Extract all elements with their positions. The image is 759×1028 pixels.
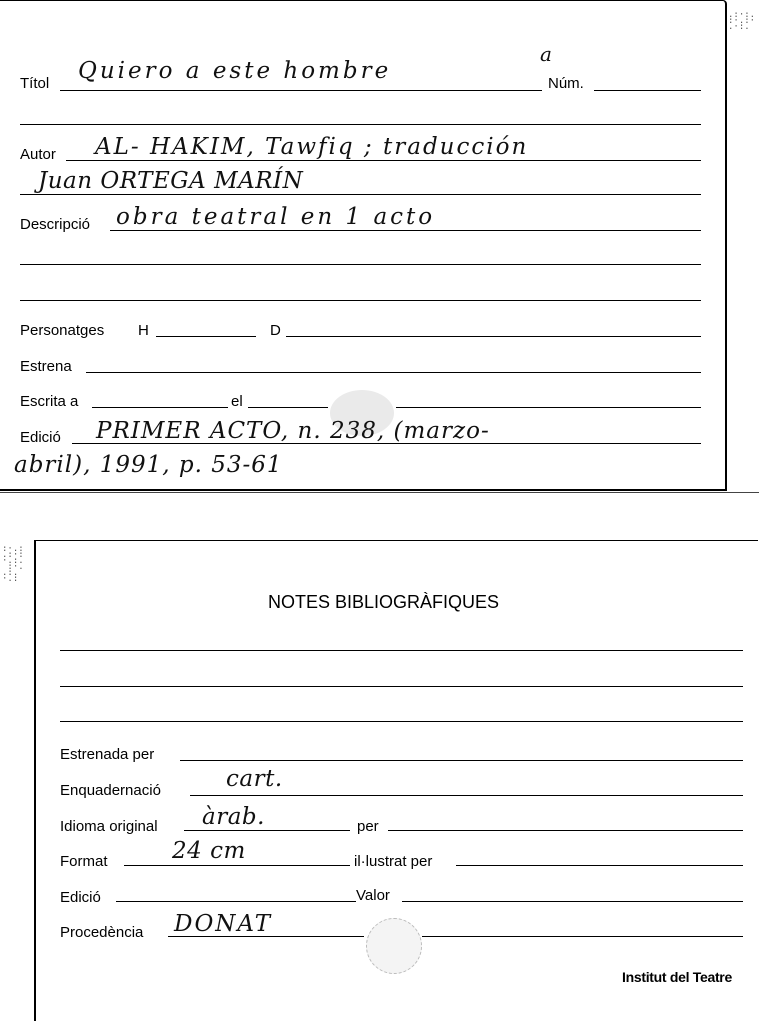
label-procedencia: Procedència: [60, 924, 144, 941]
rule-format: [124, 865, 350, 866]
rule-descripcio: [110, 230, 701, 231]
rule-num: [594, 90, 701, 91]
rule-descripcio-2: [20, 264, 701, 265]
label-personatges: Personatges: [20, 322, 105, 339]
label-estrena: Estrena: [20, 358, 72, 375]
paper-speckle-left: :·.: .:·: ·.:. :·. .:. ·.:: [2, 544, 24, 584]
scan-divider: [0, 492, 759, 493]
rule-per: [388, 830, 743, 831]
rule-estrenada-per: [180, 760, 743, 761]
label-estrenada-per: Estrenada per: [60, 746, 155, 763]
label-per: per: [357, 818, 379, 835]
rule-titol: [60, 90, 542, 91]
handwritten-descripcio: obra teatral en 1 acto: [116, 204, 436, 230]
handwritten-format: 24 cm: [172, 838, 246, 864]
rule-autor-2: [20, 194, 701, 195]
card-hole: [366, 918, 422, 974]
label-edicio: Edició: [20, 429, 61, 446]
label-el: el: [231, 393, 243, 410]
rule-edicio-bottom: [116, 901, 356, 902]
handwritten-idioma-original: àrab.: [202, 804, 265, 830]
handwritten-titol: Quiero a este hombre: [78, 58, 392, 84]
label-edicio-bottom: Edició: [60, 889, 101, 906]
rule-el: [248, 407, 328, 408]
rule-estrena: [86, 372, 701, 373]
rule-notes-2: [60, 686, 743, 687]
handwritten-autor-line1: AL- HAKIM, Tawfiq ; traducción: [95, 134, 529, 160]
rule-notes-3: [60, 721, 743, 722]
rule-notes-1: [60, 650, 743, 651]
rule-descripcio-3: [20, 300, 701, 301]
label-escrita-a: Escrita a: [20, 393, 79, 410]
handwritten-edicio-line2: abril), 1991, p. 53-61: [14, 452, 283, 478]
label-d: D: [270, 322, 281, 339]
label-enquadernacio: Enquadernació: [60, 782, 161, 799]
label-h: H: [138, 322, 149, 339]
handwritten-enquadernacio: cart.: [226, 766, 283, 792]
label-idioma-original: Idioma original: [60, 818, 158, 835]
handwritten-autor-line2: Juan ORTEGA MARÍN: [38, 168, 304, 194]
paper-speckle: .:·:. :·.:· .·:.: [728, 10, 756, 32]
label-num: Núm.: [548, 75, 584, 92]
rule-valor: [402, 901, 743, 902]
heading-notes-bibliografiques: NOTES BIBLIOGRÀFIQUES: [268, 592, 500, 612]
rule-d: [286, 336, 701, 337]
label-illustrat-per: il·lustrat per: [354, 853, 433, 870]
rule-idioma-original: [184, 830, 350, 831]
handwritten-edicio-line1: PRIMER ACTO, n. 238, (marzo-: [96, 418, 490, 444]
label-titol: Títol: [20, 75, 50, 92]
handwritten-procedencia: DONAT: [174, 911, 273, 937]
rule-enquadernacio: [190, 795, 743, 796]
rule-escrita-a: [92, 407, 228, 408]
rule-illustrat-per: [456, 865, 743, 866]
label-descripcio: Descripció: [20, 216, 91, 233]
rule-titol-2: [20, 124, 701, 125]
label-autor: Autor: [20, 146, 56, 163]
rule-procedencia-2: [422, 936, 743, 937]
footer-institut-del-teatre: Institut del Teatre: [622, 969, 732, 985]
handwritten-titol-mark: a: [540, 42, 553, 66]
label-valor: Valor: [356, 887, 390, 904]
rule-el-2: [396, 407, 701, 408]
rule-h: [156, 336, 256, 337]
rule-autor: [66, 160, 701, 161]
label-format: Format: [60, 853, 108, 870]
